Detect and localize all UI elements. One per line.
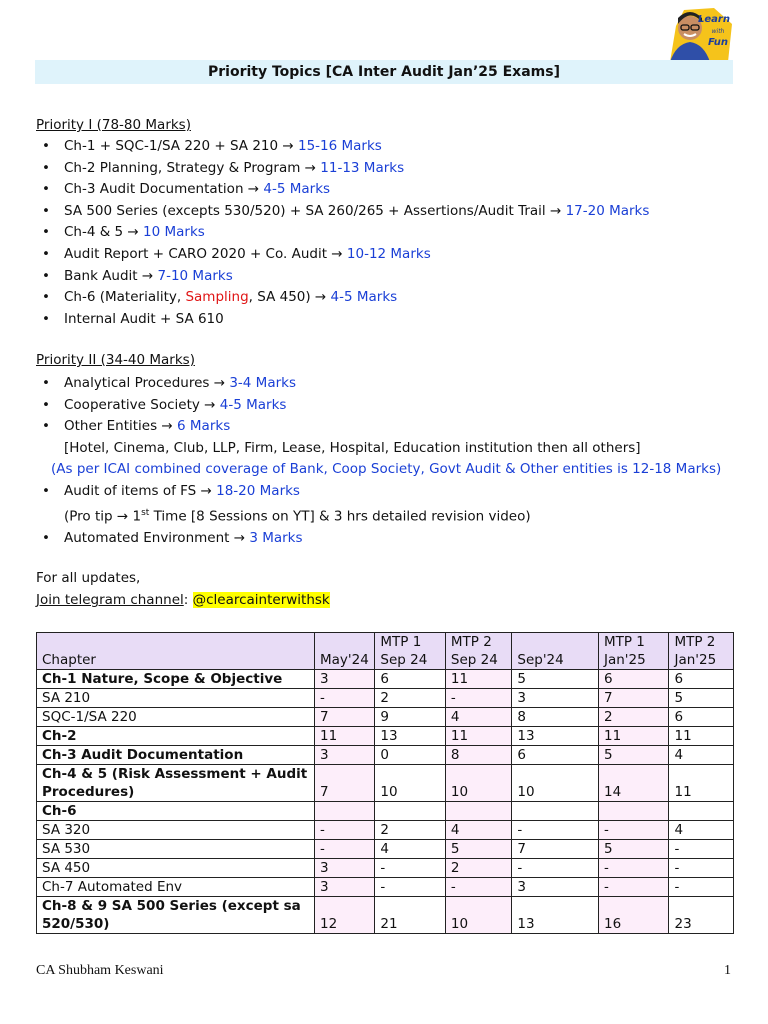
value-cell: - <box>445 689 511 708</box>
value-cell <box>512 802 599 821</box>
value-cell: 10 <box>375 765 446 802</box>
marks-table <box>36 632 734 934</box>
icai-note-text: (As per ICAI combined coverage of Bank, Coop Society, Govt Audit & Other entities is 12-18 Marks) <box>51 461 722 478</box>
value-cell: - <box>598 878 669 897</box>
item-text: Bank Audit → <box>64 267 158 284</box>
table-header-row <box>37 633 734 670</box>
item-text: Automated Environment → <box>64 529 250 546</box>
chapter-cell: Ch-6 <box>37 802 315 821</box>
list-item <box>36 201 746 223</box>
telegram-label: Join telegram channel <box>36 592 184 608</box>
value-cell <box>314 802 374 821</box>
item-marks: 3 Marks <box>249 529 303 546</box>
value-cell: 8 <box>445 746 511 765</box>
item-marks: 11-13 Marks <box>320 159 405 176</box>
item-text-highlight: Sampling <box>185 289 249 306</box>
value-cell: - <box>314 840 374 859</box>
chapter-cell: Ch-1 Nature, Scope & Objective <box>37 670 315 689</box>
value-cell: 6 <box>375 670 446 689</box>
chapter-cell: SA 210 <box>37 689 315 708</box>
value-cell: 5 <box>512 670 599 689</box>
item-marks: 6 Marks <box>177 418 231 435</box>
value-cell: 13 <box>512 897 599 934</box>
list-item <box>36 158 746 180</box>
table-row <box>37 859 734 878</box>
list-item <box>36 266 746 288</box>
item-marks: 3-4 Marks <box>229 375 297 391</box>
table-row <box>37 821 734 840</box>
icai-note <box>36 459 746 481</box>
header-cell: May'24 <box>314 633 374 670</box>
table-row <box>37 878 734 897</box>
chapter-cell: Ch-3 Audit Documentation <box>37 746 315 765</box>
logo-text-with: with <box>711 28 725 35</box>
item-text: Internal Audit + SA 610 <box>64 310 224 327</box>
list-item <box>36 395 746 417</box>
value-cell: - <box>445 878 511 897</box>
footer-author: CA Shubham Keswani <box>36 963 164 978</box>
telegram-colon: : <box>183 592 193 608</box>
chapter-cell: Ch-4 & 5 (Risk Assessment + Audit Procedures) <box>37 765 315 802</box>
table-row <box>37 765 734 802</box>
value-cell: 2 <box>598 708 669 727</box>
chapter-cell: Ch-7 Automated Env <box>37 878 315 897</box>
value-cell: 9 <box>375 708 446 727</box>
list-item <box>36 287 746 309</box>
value-cell <box>598 802 669 821</box>
value-cell: - <box>598 821 669 840</box>
value-cell: 2 <box>375 689 446 708</box>
header-cell: MTP 1 Sep 24 <box>375 633 446 670</box>
list-item <box>36 179 746 201</box>
item-text: Analytical Procedures → <box>64 375 230 391</box>
item-text: Audit of items of FS → <box>64 482 217 499</box>
item-marks: 18-20 Marks <box>216 482 300 499</box>
value-cell: 7 <box>598 689 669 708</box>
item-text: Cooperative Society → <box>64 396 220 413</box>
value-cell: 7 <box>314 765 374 802</box>
telegram-channel-link[interactable]: @clearcainterwithsk <box>192 592 330 608</box>
value-cell: 21 <box>375 897 446 934</box>
value-cell: 11 <box>445 670 511 689</box>
chapter-cell: Ch-8 & 9 SA 500 Series (except sa 520/530) <box>37 897 315 934</box>
header-cell: MTP 2 Sep 24 <box>445 633 511 670</box>
header-cell: MTP 2 Jan'25 <box>669 633 734 670</box>
item-marks: 4-5 Marks <box>263 181 331 198</box>
value-cell: 0 <box>375 746 446 765</box>
pro-tip-text-b: Time [8 Sessions on YT] & 3 hrs detailed revision video) <box>149 508 531 525</box>
header-cell: Sep'24 <box>512 633 599 670</box>
priority-2-heading: Priority II (34-40 Marks) <box>36 352 195 368</box>
item-marks: 10 Marks <box>143 224 205 241</box>
item-marks: 7-10 Marks <box>157 267 233 284</box>
value-cell: 3 <box>314 670 374 689</box>
pro-tip-text-a: (Pro tip → 1 <box>64 508 142 525</box>
value-cell: 5 <box>598 746 669 765</box>
value-cell: 6 <box>512 746 599 765</box>
value-cell: - <box>512 821 599 840</box>
value-cell: - <box>314 821 374 840</box>
value-cell: - <box>669 859 734 878</box>
list-item <box>36 136 746 158</box>
list-item <box>36 416 746 438</box>
value-cell: - <box>375 878 446 897</box>
value-cell: 10 <box>445 765 511 802</box>
pro-tip <box>36 503 746 528</box>
item-text: SA 500 Series (excepts 530/520) + SA 260/265 + Assertions/Audit Trail → <box>64 202 566 219</box>
page-title: Priority Topics [CA Inter Audit Jan’25 Exams] <box>35 60 733 84</box>
value-cell: 11 <box>314 727 374 746</box>
table-row <box>37 746 734 765</box>
value-cell: - <box>669 878 734 897</box>
chapter-cell: Ch-2 <box>37 727 315 746</box>
table-row <box>37 689 734 708</box>
value-cell <box>375 802 446 821</box>
page-number: 1 <box>724 963 731 978</box>
value-cell: 2 <box>445 859 511 878</box>
value-cell: 5 <box>669 689 734 708</box>
value-cell: 12 <box>314 897 374 934</box>
list-item <box>36 481 746 503</box>
entities-list <box>36 438 746 460</box>
value-cell: 13 <box>375 727 446 746</box>
value-cell: - <box>669 840 734 859</box>
value-cell: 5 <box>445 840 511 859</box>
table-row <box>37 708 734 727</box>
value-cell: 3 <box>512 878 599 897</box>
value-cell: 8 <box>512 708 599 727</box>
chapter-cell: SQC-1/SA 220 <box>37 708 315 727</box>
value-cell: - <box>512 859 599 878</box>
value-cell: 13 <box>512 727 599 746</box>
list-item <box>36 528 746 550</box>
value-cell: 6 <box>598 670 669 689</box>
value-cell: 3 <box>314 878 374 897</box>
value-cell: - <box>375 859 446 878</box>
chapter-cell: SA 530 <box>37 840 315 859</box>
learn-with-fun-logo <box>662 6 736 62</box>
priority-2-list <box>36 373 746 549</box>
item-text: Ch-3 Audit Documentation → <box>64 181 264 198</box>
item-text: Ch-1 + SQC-1/SA 220 + SA 210 → <box>64 138 298 154</box>
item-text: Other Entities → <box>64 418 178 435</box>
item-text: Audit Report + CARO 2020 + Co. Audit → <box>64 245 347 262</box>
value-cell: 7 <box>314 708 374 727</box>
updates-line: For all updates, <box>36 570 141 586</box>
item-text: , SA 450) → <box>248 289 331 306</box>
value-cell: 3 <box>314 746 374 765</box>
value-cell: 11 <box>669 727 734 746</box>
value-cell: 11 <box>445 727 511 746</box>
value-cell: 6 <box>669 670 734 689</box>
value-cell: 5 <box>598 840 669 859</box>
table-row <box>37 897 734 934</box>
value-cell: 4 <box>375 840 446 859</box>
chapter-cell: SA 320 <box>37 821 315 840</box>
table-row <box>37 727 734 746</box>
item-marks: 15-16 Marks <box>297 138 382 154</box>
chapter-cell: SA 450 <box>37 859 315 878</box>
value-cell <box>669 802 734 821</box>
logo-text-learn: Learn <box>698 14 730 25</box>
value-cell: 6 <box>669 708 734 727</box>
entities-text: [Hotel, Cinema, Club, LLP, Firm, Lease, Hospital, Education institution then all others] <box>64 439 641 456</box>
value-cell: 11 <box>598 727 669 746</box>
list-item <box>36 309 746 331</box>
value-cell: 4 <box>445 708 511 727</box>
value-cell: 4 <box>669 746 734 765</box>
item-text: Ch-2 Planning, Strategy & Program → <box>64 159 321 176</box>
value-cell: 4 <box>445 821 511 840</box>
header-cell: MTP 1 Jan'25 <box>598 633 669 670</box>
item-marks: 10-12 Marks <box>346 245 431 262</box>
priority-1-list <box>36 136 746 330</box>
list-item <box>36 373 746 395</box>
telegram-line <box>36 592 330 608</box>
list-item <box>36 244 746 266</box>
item-text: Ch-4 & 5 → <box>64 224 144 241</box>
pro-tip-sup: st <box>141 507 150 518</box>
list-item <box>36 222 746 244</box>
value-cell: 11 <box>669 765 734 802</box>
item-marks: 4-5 Marks <box>219 396 287 413</box>
value-cell: 10 <box>445 897 511 934</box>
value-cell: 2 <box>375 821 446 840</box>
value-cell: 23 <box>669 897 734 934</box>
value-cell: 7 <box>512 840 599 859</box>
value-cell: 4 <box>669 821 734 840</box>
header-cell: Chapter <box>37 633 315 670</box>
priority-1-heading: Priority I (78-80 Marks) <box>36 117 191 133</box>
value-cell: 3 <box>314 859 374 878</box>
value-cell: 16 <box>598 897 669 934</box>
value-cell: 3 <box>512 689 599 708</box>
table-row <box>37 840 734 859</box>
value-cell: - <box>314 689 374 708</box>
value-cell: 10 <box>512 765 599 802</box>
logo-text-fun: Fun <box>707 37 729 48</box>
value-cell: 14 <box>598 765 669 802</box>
table-row <box>37 802 734 821</box>
table-row <box>37 670 734 689</box>
item-text: Ch-6 (Materiality, <box>64 289 186 306</box>
value-cell <box>445 802 511 821</box>
value-cell: - <box>598 859 669 878</box>
item-marks: 4-5 Marks <box>330 289 398 306</box>
item-marks: 17-20 Marks <box>565 202 650 219</box>
